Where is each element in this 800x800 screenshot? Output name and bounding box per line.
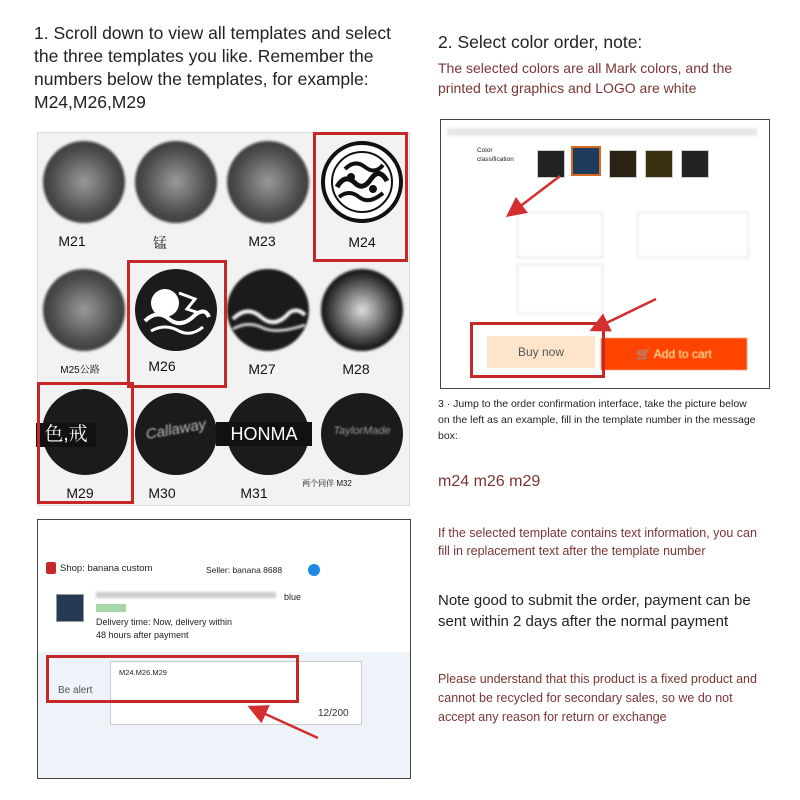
product-color: blue [284,592,302,602]
template-label: M24 [348,234,376,250]
template-emblem-icon [321,269,403,351]
arrow-to-swatch [510,176,560,214]
buy-now-button[interactable]: Buy now [487,336,595,368]
color-label: Color classification [477,147,514,163]
overlay-text: TaylorMade [333,425,391,437]
template-m23[interactable] [222,133,314,255]
example-template-codes: m24 m26 m29 [438,473,541,490]
selection-highlight [127,260,227,388]
template-m27[interactable] [222,261,314,383]
message-text: M24.M26.M29 [119,668,167,677]
step1-instruction: 1. Scroll down to view all templates and select the three templates you like. Remember the numbers below the templates, for example: M24,M26,M29 [34,23,391,112]
template-label: M23 [248,233,276,249]
chat-icon[interactable] [308,564,320,576]
submit-note: Note good to submit the order, payment can be sent within 2 days after the normal payment [438,592,751,630]
delivery-time: Delivery time: Now, delivery within 48 hours after payment [96,617,233,640]
template-label: M21 [58,233,86,249]
template-label: M26 [148,358,176,374]
arrow-annotations-icon [440,119,768,387]
selection-highlight [37,382,134,504]
blurred-title [96,592,276,598]
blurred-tag [96,604,126,612]
template-emblem-icon [227,141,309,223]
product-thumbnail [56,594,84,622]
template-label: M29 [66,485,94,501]
policy-note: Please understand that this product is a fixed product and cannot be recycled for secondary sales, so we do not accept any reason for return or exchange [438,672,757,724]
template-label: M25公路 [60,365,100,376]
selection-highlight [313,132,408,262]
message-highlight [46,655,299,703]
template-label: M31 [240,485,268,501]
be-alert-label: Be alert [58,685,93,696]
order-confirmation-screenshot [37,519,411,779]
template-label: M27 [248,361,276,377]
step3-instruction: 3 · Jump to the order confirmation interface, take the picture below on the left as an example, fill in the template number in the message box: [438,398,756,442]
overlay-text: Callaway [144,415,208,444]
arrow-to-buy [594,299,656,329]
template-m28[interactable] [316,261,408,383]
overlay-text: 色,戒 [36,423,96,447]
overlay-text: HONMA [216,422,312,446]
seller-name: Seller: banana 8688 [206,565,283,575]
wave-emblem-icon [227,269,309,351]
template-label: 锰 [153,235,167,251]
shop-name: Shop: banana custom [60,563,153,574]
template-m32[interactable] [302,385,408,507]
template-label: M28 [342,361,370,377]
cart-icon: 🛒 [636,347,654,361]
template-emblem-icon [135,141,217,223]
template-label: 两个同伴 M32 [302,479,352,488]
char-counter: 12/200 [318,708,349,719]
callaway-logo-icon [135,393,217,475]
template-emblem-icon [43,141,125,223]
shop-icon [46,562,56,574]
arrow-to-message-icon [240,698,330,748]
template-label: M30 [148,485,176,501]
template-meng[interactable] [130,133,222,255]
text-info-note: If the selected template contains text information, you can fill in replacement text after the template number [438,526,757,558]
template-m31[interactable] [222,385,314,507]
taylormade-logo-icon [321,393,403,475]
add-to-cart-label: Add to cart [653,347,712,361]
step2-title: 2. Select color order, note: [438,32,643,52]
template-emblem-icon [43,269,125,351]
step2-note: The selected colors are all Mark colors, and the printed text graphics and LOGO are white [438,60,733,96]
